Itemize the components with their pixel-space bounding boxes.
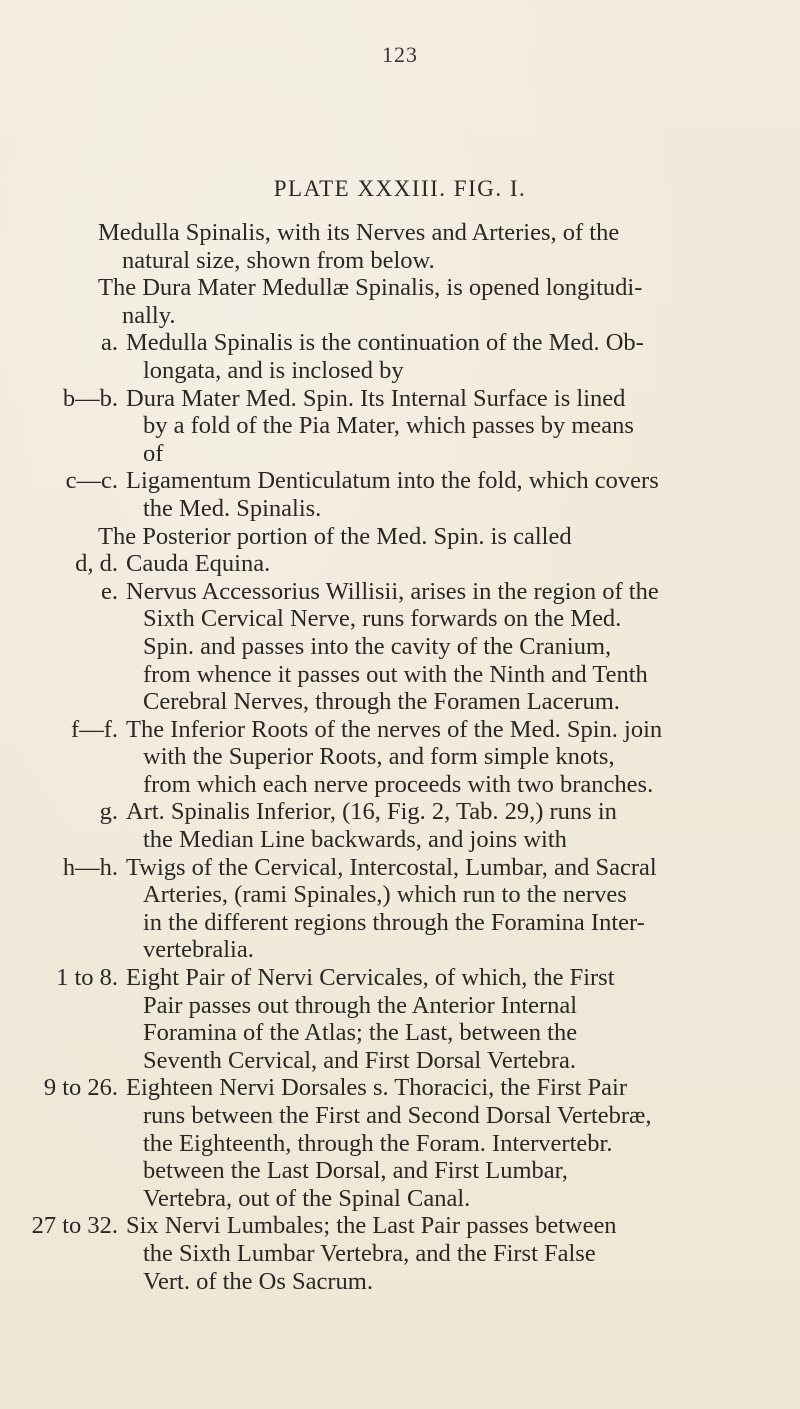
- entry-label: d, d.: [75, 550, 118, 578]
- entry-line: The Inferior Roots of the nerves of the Med. Spin. join: [126, 715, 663, 743]
- entry-line: Dura Mater Med. Spin. Its Internal Surface is lined: [126, 384, 626, 412]
- entry-line: Twigs of the Cervical, Intercostal, Lumbar, and Sacral: [126, 853, 657, 881]
- entry-line: the Median Line backwards, and joins with: [143, 826, 567, 854]
- entry-line: Medulla Spinalis, with its Nerves and Arteries, of the: [98, 219, 620, 246]
- legend-entry: [0, 1074, 800, 1212]
- legend-entry: [0, 550, 800, 578]
- legend-entry: [0, 385, 800, 468]
- legend-entry: [0, 716, 800, 799]
- entry-line: Ligamentum Denticulatum into the fold, which covers: [126, 467, 659, 495]
- entry-line: Eight Pair of Nervi Cervicales, of which, the First: [126, 964, 615, 992]
- entry-label: b—b.: [62, 384, 118, 412]
- entry-line: from which each nerve proceeds with two branches.: [143, 770, 654, 798]
- entry-label: f—f.: [71, 715, 118, 743]
- legend-entry: [0, 798, 800, 853]
- entry-line: Art. Spinalis Inferior, (16, Fig. 2, Tab. 29,) runs in: [126, 798, 617, 826]
- entry-label: a.: [101, 329, 118, 357]
- entry-line: Foramina of the Atlas; the Last, between the: [143, 1019, 578, 1047]
- legend-entry: [0, 578, 800, 716]
- legend-entries: [0, 219, 800, 1295]
- entry-line: longata, and is inclosed by: [143, 356, 404, 384]
- entry-line: Eighteen Nervi Dorsales s. Thoracici, the First Pair: [126, 1074, 627, 1102]
- entry-label: 9 to 26.: [43, 1074, 118, 1102]
- entry-label: h—h.: [62, 853, 118, 881]
- entry-label: e.: [101, 577, 118, 605]
- entry-line: vertebralia.: [143, 936, 254, 964]
- entry-line: the Eighteenth, through the Foram. Intervertebr.: [143, 1129, 613, 1157]
- legend-entry: [0, 467, 800, 522]
- entry-line: Spin. and passes into the cavity of the Cranium,: [143, 632, 612, 660]
- legend-entry: [0, 1212, 800, 1295]
- entry-line: Cerebral Nerves, through the Foramen Lacerum.: [143, 688, 620, 716]
- entry-line: with the Superior Roots, and form simple knots,: [143, 743, 615, 771]
- entry-line: Medulla Spinalis is the continuation of the Med. Ob-: [126, 329, 644, 357]
- entry-line: from whence it passes out with the Ninth and Tenth: [143, 660, 648, 688]
- entry-line: Vertebra, out of the Spinal Canal.: [143, 1184, 471, 1212]
- entry-line: the Med. Spinalis.: [143, 494, 322, 522]
- entry-label: 27 to 32.: [31, 1212, 118, 1240]
- entry-line: The Dura Mater Medullæ Spinalis, is opened longitudi-: [98, 274, 643, 302]
- entry-label: 1 to 8.: [56, 964, 118, 992]
- entry-line: Sixth Cervical Nerve, runs forwards on the Med.: [143, 605, 622, 633]
- entry-line: The Posterior portion of the Med. Spin. is called: [98, 522, 572, 550]
- entry-line: by a fold of the Pia Mater, which passes by means: [143, 412, 634, 440]
- legend-entry: [0, 854, 800, 964]
- entry-line: natural size, shown from below.: [122, 246, 435, 274]
- legend-entry: [0, 329, 800, 384]
- entry-line: Seventh Cervical, and First Dorsal Vertebra.: [143, 1046, 576, 1074]
- entry-line: nally.: [122, 301, 176, 329]
- legend-entry: [0, 274, 800, 329]
- legend-entry: [0, 964, 800, 1074]
- entry-line: of: [143, 439, 164, 467]
- entry-label: g.: [99, 798, 118, 826]
- entry-line: Vert. of the Os Sacrum.: [143, 1267, 373, 1295]
- entry-line: between the Last Dorsal, and First Lumbar,: [143, 1157, 568, 1185]
- legend-entry: [0, 523, 800, 551]
- entry-line: Arteries, (rami Spinales,) which run to the nerves: [143, 881, 627, 909]
- page-number: 123: [382, 42, 418, 67]
- entry-line: Six Nervi Lumbales; the Last Pair passes between: [126, 1212, 617, 1240]
- entry-line: Cauda Equina.: [126, 550, 271, 578]
- entry-line: in the different regions through the Foramina Inter-: [143, 908, 645, 936]
- legend-entry: [0, 219, 800, 274]
- entry-label: c—c.: [65, 467, 118, 495]
- entry-line: Pair passes out through the Anterior Internal: [143, 991, 578, 1019]
- entry-line: Nervus Accessorius Willisii, arises in the region of the: [126, 577, 659, 605]
- entry-line: runs between the First and Second Dorsal Vertebræ,: [143, 1102, 652, 1129]
- entry-line: the Sixth Lumbar Vertebra, and the First False: [143, 1239, 596, 1267]
- plate-title: PLATE XXXIII. FIG. I.: [273, 176, 527, 201]
